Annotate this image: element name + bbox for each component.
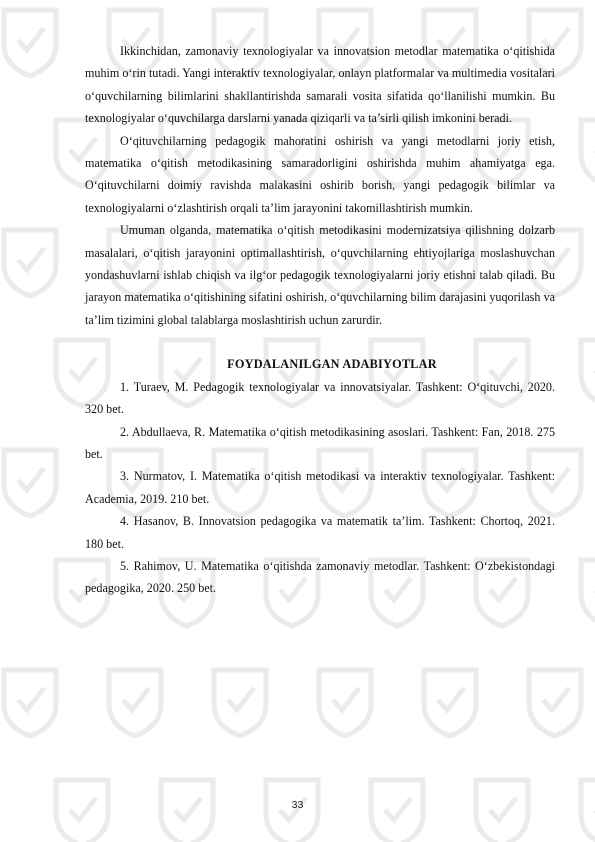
shield-watermark-icon (214, 670, 266, 736)
page-number: 33 (291, 799, 304, 811)
references-heading: FOYDALANILGAN ADABIYOTLAR (227, 357, 437, 372)
shield-watermark-icon (319, 670, 371, 736)
body-paragraph-3: Umuman olganda, matematika o‘qitish metodikasini modernizatsiya qilishning dolzarb masalalari, o‘qitish jarayonini optimallashtirish, o‘quvchilarning ehtiyojlariga moslashuvchan yondashuvlarni ishlab chiqish va ilg‘or pedagogik texnologiyalarni joriy etishni talab qiladi. Bu jarayon matematika o‘qitishining sifatini oshirish, o‘quvchilarning bilim darajasini yuqorilash va ta’lim tizimini global talablarga moslashtirish uchun zarurdir. (85, 223, 555, 327)
body-paragraph-1: Ikkinchidan, zamonaviy texnologiyalar va innovatsion metodlar matematika o‘qitishida muhim o‘rin tutadi. Yangi interaktiv texnologiyalar, onlayn platformalar va multimedia vositalari o‘quvchilarning bilimlarini shakllantirishda samarali vosita sifatida qo‘llanilishi mumkin. Bu texnologiyalar o‘quvchilarga darslarni yanada qiziqarli va ta’sirli qilish imkonini beradi. (85, 44, 555, 126)
reference-item-3: 3. Nurmatov, I. Matematika o‘qitish metodikasi va interaktiv texnologiyalar. Tashkent: Academia, 2019. 210 bet. (85, 469, 555, 506)
page-content (85, 40, 555, 600)
shield-watermark-icon (266, 780, 318, 842)
reference-item-5: 5. Rahimov, U. Matematika o‘qitishda zamonaviy metodlar. Tashkent: O‘zbekistondagi pedagogika, 2020. 250 bet. (85, 558, 555, 596)
shield-watermark-icon (581, 780, 595, 842)
shield-watermark-icon (581, 340, 595, 406)
shield-watermark-icon (371, 780, 423, 842)
reference-item-1: 1. Turaev, M. Pedagogik texnologiyalar va innovatsiyalar. Tashkent: O‘qituvchi, 2020. 320 bet. (85, 379, 555, 417)
shield-watermark-icon (109, 670, 161, 736)
reference-item-2: 2. Abdullaeva, R. Matematika o‘qitish metodikasining asoslari. Tashkent: Fan, 2018. 275 bet. (85, 424, 555, 461)
shield-watermark-icon (161, 780, 213, 842)
shield-watermark-icon (4, 10, 56, 76)
shield-watermark-icon (4, 230, 56, 296)
body-paragraph-2: O‘qituvchilarning pedagogik mahoratini oshirish va yangi metodlarni joriy etish, matematika o‘qitish metodikasining samaradorligini oshirishda muhim ahamiyatga ega. O‘qituvchilarni doimiy ravishda malakasini oshirib borish, yangi pedagogik bilimlar va texnologiyalarni o‘zlashtirish orqali ta’lim jarayonini takomillashtirish mumkin. (85, 133, 555, 215)
shield-watermark-icon (476, 780, 528, 842)
shield-watermark-icon (529, 670, 581, 736)
shield-watermark-icon (581, 560, 595, 626)
shield-watermark-icon (424, 670, 476, 736)
shield-watermark-icon (4, 450, 56, 516)
shield-watermark-icon (4, 670, 56, 736)
reference-item-4: 4. Hasanov, B. Innovatsion pedagogika va matematik ta’lim. Tashkent: Chortoq, 2021. 180 bet. (85, 514, 555, 551)
shield-watermark-icon (581, 120, 595, 186)
shield-watermark-icon (56, 780, 108, 842)
